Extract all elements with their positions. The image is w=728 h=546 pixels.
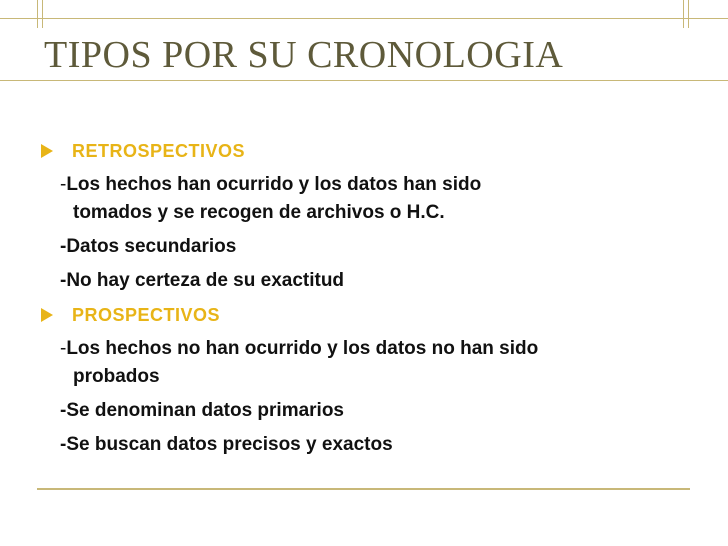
frame-line-left-inner: [42, 0, 43, 28]
dash-marker: -: [60, 338, 67, 359]
title-underline: [0, 80, 728, 81]
dash-marker: -: [60, 174, 67, 195]
section-line-continuation: probados: [73, 366, 160, 387]
section-line: -Los hechos han ocurrido y los datos han sido: [60, 174, 482, 195]
section-line-continuation: tomados y se recogen de archivos o H.C.: [73, 202, 445, 223]
section-retrospectivos: [40, 134, 700, 168]
frame-line-top: [0, 18, 728, 19]
section-line: -Los hechos no han ocurrido y los datos no han sido: [60, 338, 539, 359]
frame-line-right-inner: [683, 0, 684, 28]
footer-line: [37, 488, 690, 490]
section-line: -Se denominan datos primarios: [60, 400, 344, 421]
section-line: -No hay certeza de su exactitud: [60, 270, 345, 291]
section-prospectivos: [40, 298, 700, 332]
frame-line-left-outer: [37, 0, 38, 28]
section-heading: PROSPECTIVOS: [72, 305, 221, 325]
slide-body: [40, 134, 700, 462]
frame-line-right-outer: [688, 0, 689, 28]
section-line: -Se buscan datos precisos y exactos: [60, 434, 393, 455]
bullet-triangle-icon: [41, 308, 53, 322]
slide-title: TIPOS POR SU CRONOLOGIA: [44, 34, 564, 76]
section-heading: RETROSPECTIVOS: [72, 141, 246, 161]
section-line: -Datos secundarios: [60, 236, 237, 257]
bullet-triangle-icon: [41, 144, 53, 158]
